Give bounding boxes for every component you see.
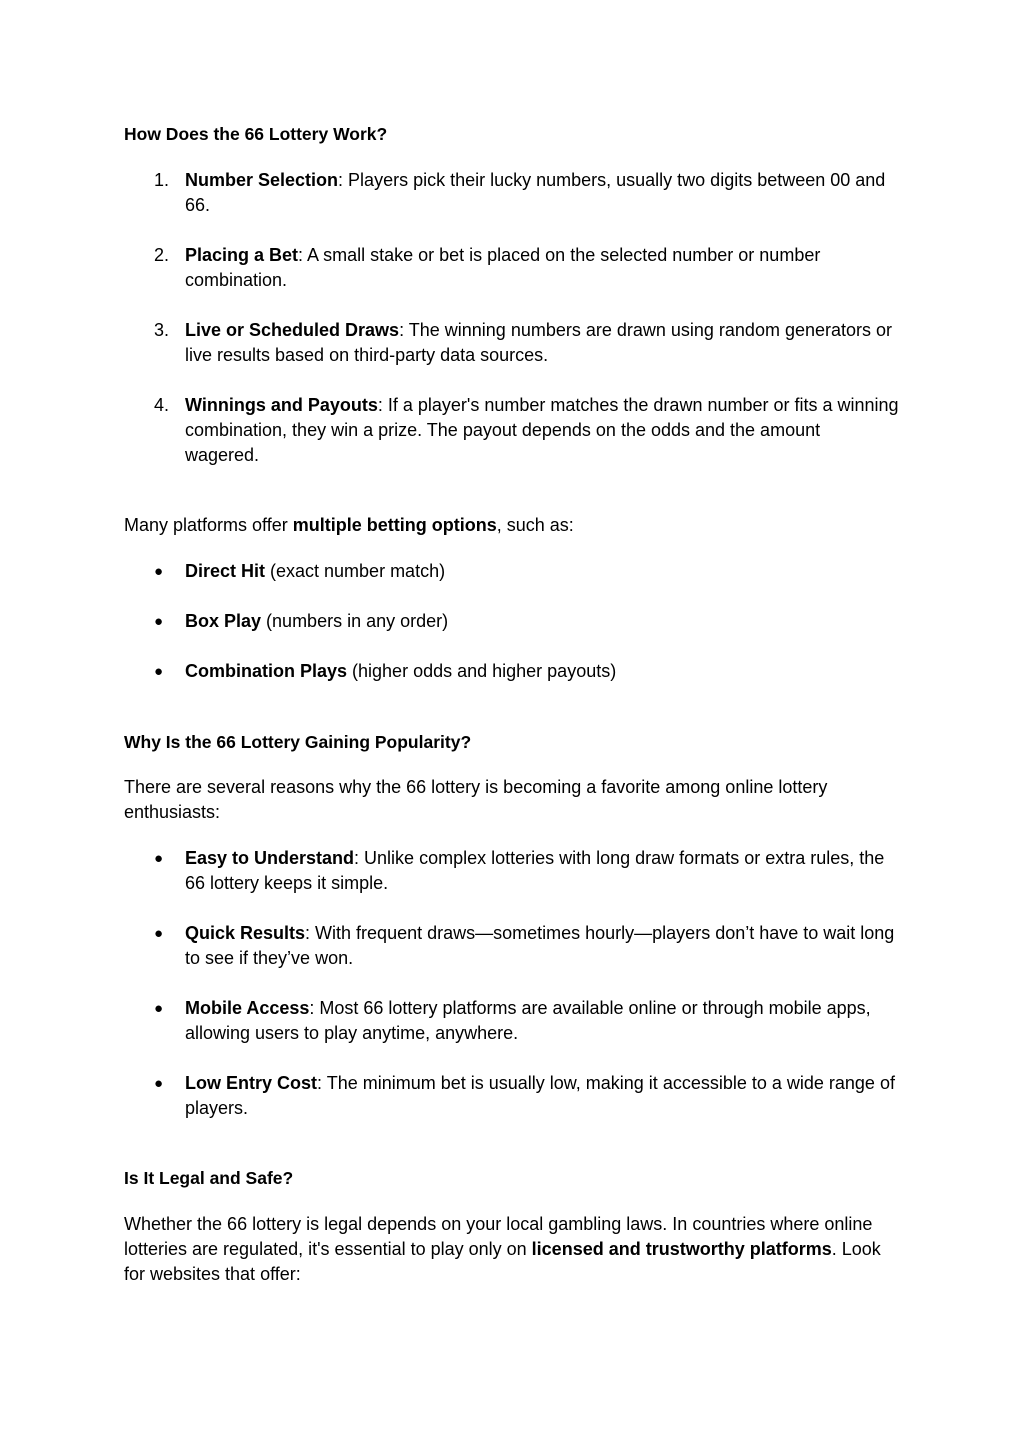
legal-paragraph [124,1212,894,1287]
bullet-item [154,659,899,684]
list-item-text [185,1071,899,1121]
item-title: Winnings and Payouts [185,395,378,415]
bullet-item [154,996,899,1046]
bullet-item [154,921,899,971]
options-intro-paragraph [124,513,894,538]
bullet-icon: ● [154,613,164,630]
section-heading-legal: Is It Legal and Safe? [124,1168,294,1188]
list-item-text [185,243,899,293]
intro-text-end: , such as: [496,515,574,535]
list-item-text [185,659,899,684]
list-item-text [185,393,899,468]
item-description: : A small stake or bet is placed on the selected number or number combination. [185,245,821,290]
section-heading-popularity: Why Is the 66 Lottery Gaining Popularity? [124,732,472,752]
item-title: Placing a Bet [185,245,299,265]
bullet-item [154,1071,899,1121]
item-title: Mobile Access [185,998,310,1018]
legal-text-end: . Look for websites that offer: [124,1239,881,1284]
list-item-text [185,318,899,368]
item-description: : Most 66 lottery platforms are available online or through mobile apps, allowing users to play anytime, anywhere. [185,998,871,1043]
item-title: Number Selection [185,170,339,190]
item-description: (higher odds and higher payouts) [347,661,617,681]
legal-emphasis: licensed and trustworthy platforms [531,1239,832,1259]
bullet-icon: ● [154,1000,164,1017]
item-title: Quick Results [185,923,306,943]
item-description: : The minimum bet is usually low, making it accessible to a wide range of players. [185,1073,895,1118]
item-description: (exact number match) [265,561,446,581]
popularity-intro-paragraph: There are several reasons why the 66 lottery is becoming a favorite among online lottery enthusiasts: [124,777,828,822]
list-item-text [185,559,899,584]
intro-emphasis: multiple betting options [292,515,497,535]
list-item-text [185,609,899,634]
legal-text: Whether the 66 lottery is legal depends on your local gambling laws. In countries where online lotteries are regulated, it's essential to play only on [124,1214,873,1259]
item-description: : Players pick their lucky numbers, usually two digits between 00 and 66. [185,170,886,215]
bullet-item [154,846,899,896]
numbered-item [154,168,899,218]
bullet-item [154,559,899,584]
item-title: Live or Scheduled Draws [185,320,400,340]
list-number: 1. [154,170,170,190]
bullet-icon: ● [154,663,164,680]
item-title: Low Entry Cost [185,1073,318,1093]
list-item-text [185,921,899,971]
bullet-icon: ● [154,563,164,580]
list-item-text [185,996,899,1046]
item-title: Direct Hit [185,561,266,581]
item-description: : The winning numbers are drawn using random generators or live results based on third-party data sources. [185,320,893,365]
item-title: Box Play [185,611,262,631]
bullet-icon: ● [154,1075,164,1092]
bullet-icon: ● [154,925,164,942]
item-description: : Unlike complex lotteries with long draw formats or extra rules, the 66 lottery keeps it simple. [185,848,885,893]
item-description: : If a player's number matches the drawn number or fits a winning combination, they win a prize. The payout depends on the odds and the amount wagered. [185,395,899,465]
list-number: 2. [154,245,170,265]
list-number: 3. [154,320,170,340]
bullet-item [154,609,899,634]
list-number: 4. [154,395,170,415]
numbered-item [154,243,899,293]
list-item-text [185,168,899,218]
item-title: Easy to Understand [185,848,355,868]
item-title: Combination Plays [185,661,348,681]
bullet-icon: ● [154,850,164,867]
numbered-item [154,318,899,368]
section-heading-how-it-works: How Does the 66 Lottery Work? [124,124,388,144]
numbered-item [154,393,899,468]
item-description: (numbers in any order) [261,611,449,631]
intro-text: Many platforms offer [124,515,293,535]
item-description: : With frequent draws—sometimes hourly—players don’t have to wait long to see if they’ve won. [185,923,895,968]
list-item-text [185,846,899,896]
